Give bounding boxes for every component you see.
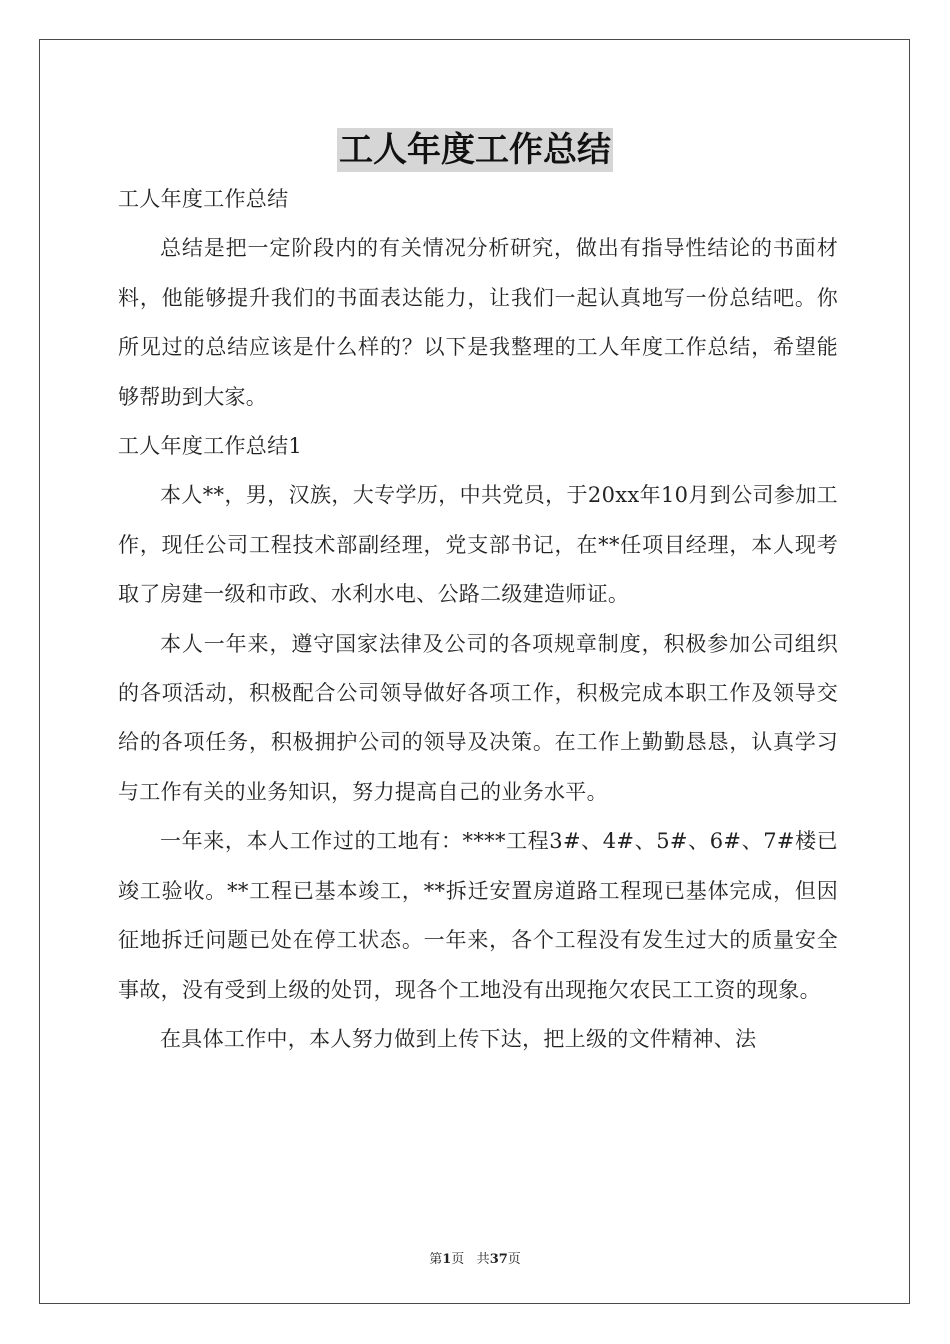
paragraph-duties: 在具体工作中，本人努力做到上传下达，把上级的文件精神、法: [160, 1026, 757, 1051]
footer-total-suffix: 页: [507, 1252, 521, 1267]
footer-page-number: 1: [442, 1252, 452, 1267]
paragraph-sites: 一年来，本人工作过的工地有：****工程3#、4#、5#、6#、7#楼已竣工验收。**工程已基本竣工，**拆迁安置房道路工程现已基体完成，但因征地拆迁问题已处在停工状态。一年来，各个工程没有发生过大的质量安全事故，没有受到上级的处罚，现各个工地没有出现拖欠农民工工资的现象。: [118, 829, 838, 1002]
paragraph-subtitle: 工人年度工作总结: [118, 187, 289, 211]
paragraph-conduct: 本人一年来，遵守国家法律及公司的各项规章制度，积极参加公司组织的各项活动，积极配合公司领导做好各项工作，积极完成本职工作及领导交给的各项任务，积极拥护公司的领导及决策。在工作上勤勤恳恳，认真学习与工作有关的业务知识，努力提高自己的业务水平。: [118, 631, 838, 804]
document-title: 工人年度工作总结: [339, 130, 611, 170]
paragraph-section-heading: 工人年度工作总结1: [118, 434, 303, 459]
footer-total-pages: 37: [489, 1252, 508, 1267]
title-wrap: [0, 128, 950, 172]
paragraph-intro: 总结是把一定阶段内的有关情况分析研究，做出有指导性结论的书面材料，他能够提升我们的书面表达能力，让我们一起认真地写一份总结吧。你所见过的总结应该是什么样的？以下是我整理的工人年度工作总结，希望能够帮助到大家。: [118, 236, 838, 409]
page-footer: [0, 1248, 950, 1267]
footer-page-suffix: 页: [451, 1252, 465, 1267]
document-body: [118, 175, 838, 1064]
footer-page-prefix: 第: [429, 1252, 443, 1267]
paragraph-profile: 本人**，男，汉族，大专学历，中共党员，于20xx年10月到公司参加工作，现任公司工程技术部副经理，党支部书记，在**任项目经理，本人现考取了房建一级和市政、水利水电、公路二级建造师证。: [118, 483, 838, 607]
footer-total-prefix: 共: [476, 1252, 490, 1267]
